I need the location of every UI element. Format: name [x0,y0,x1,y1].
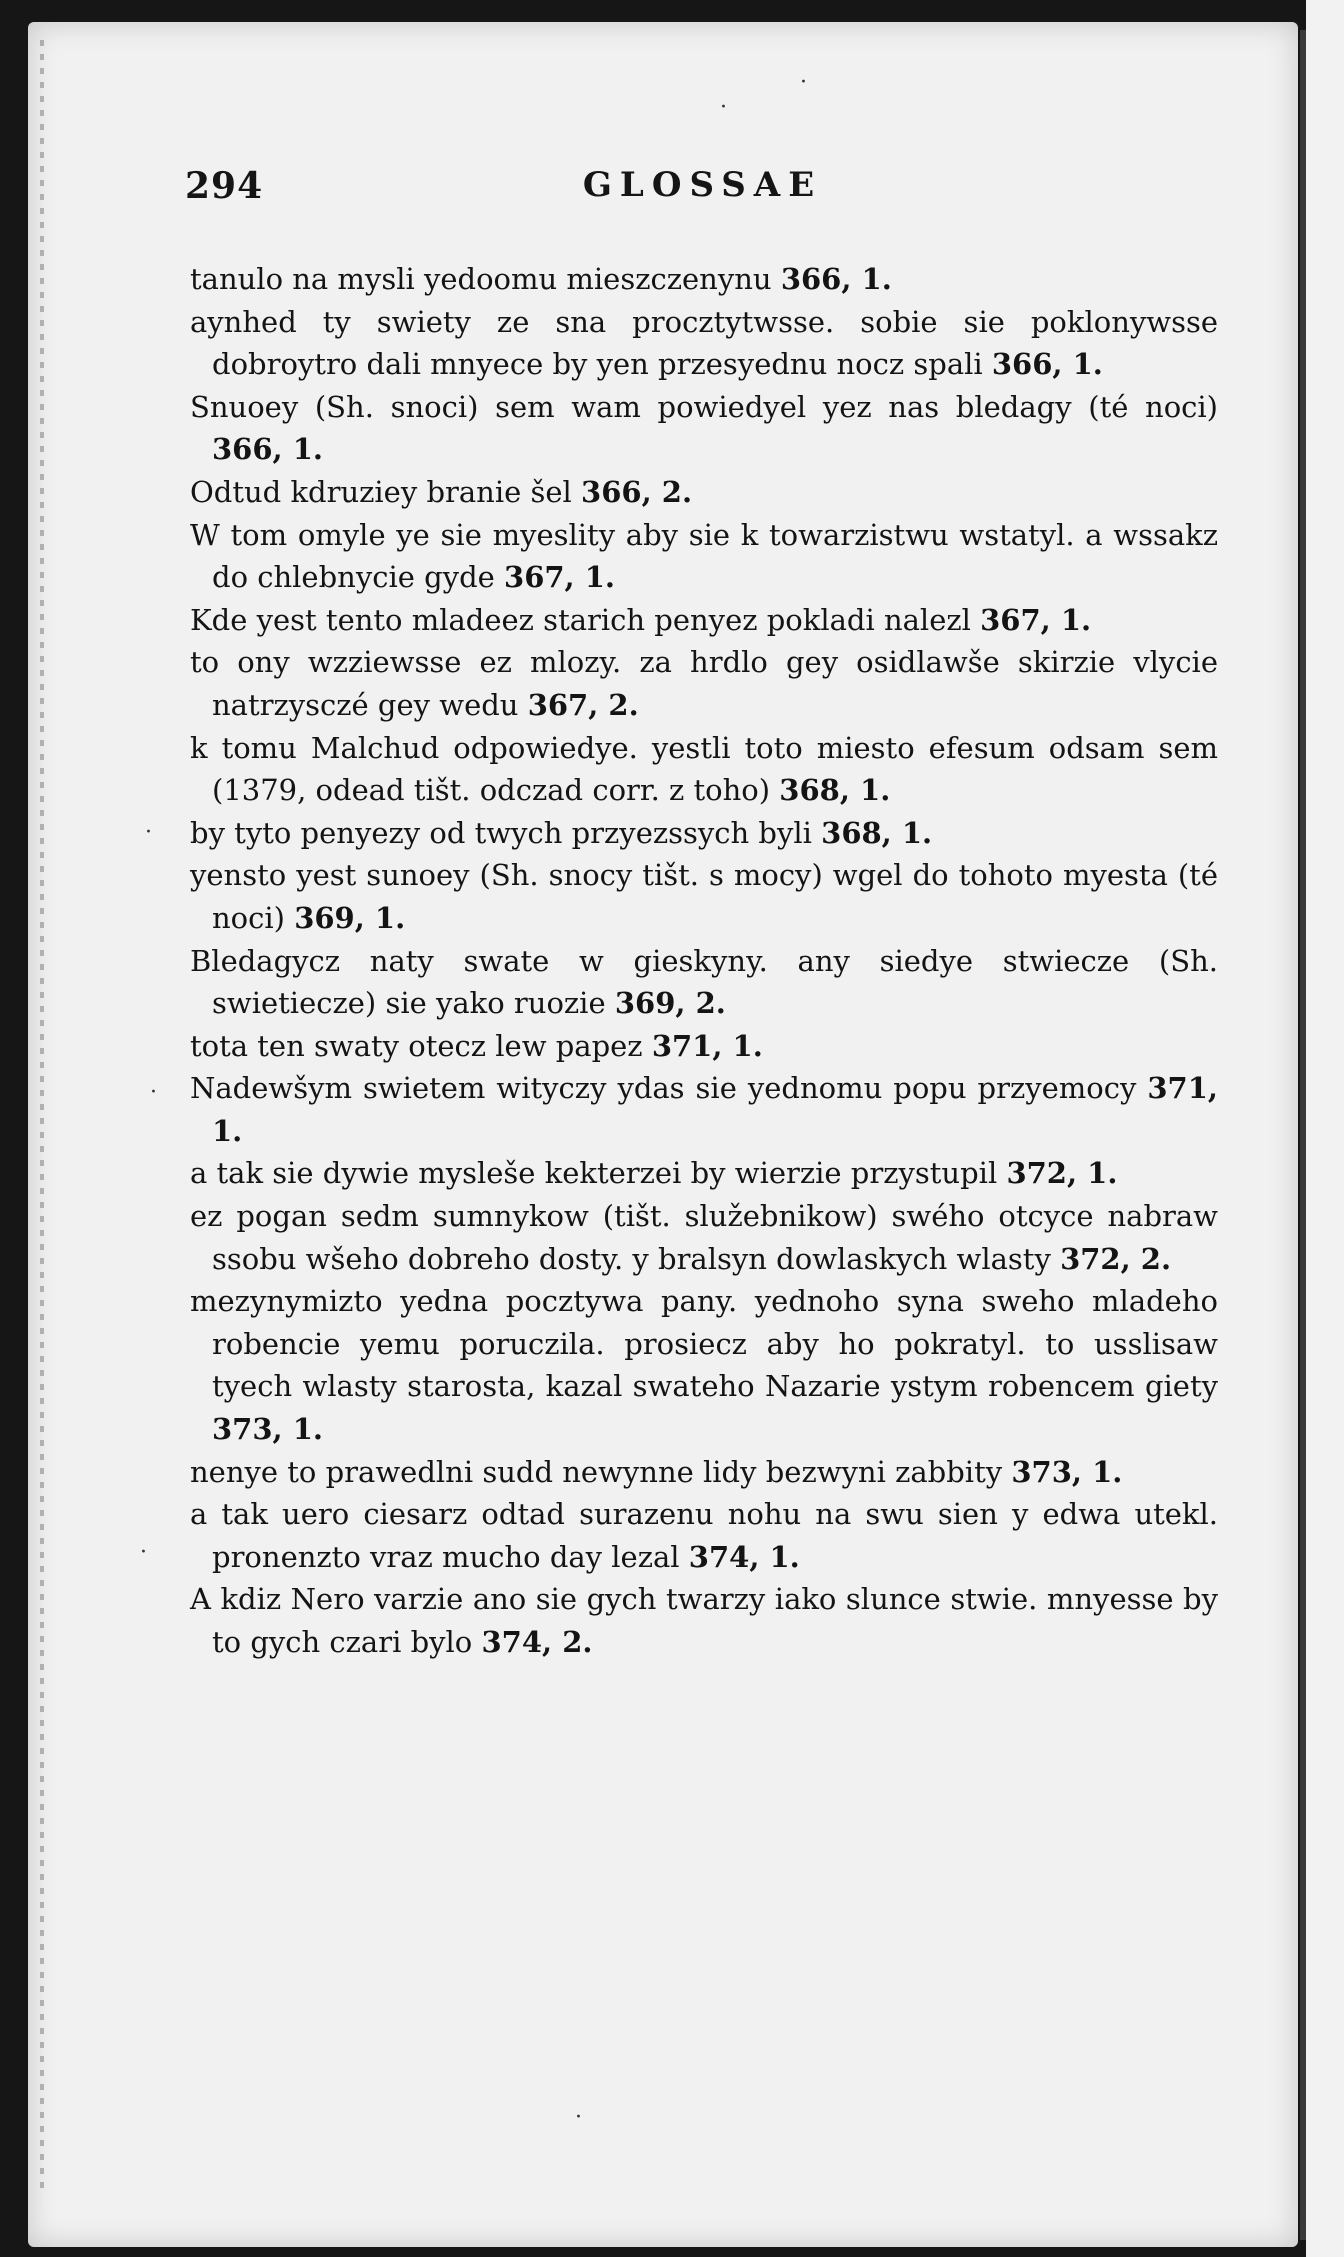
entry-text: tanulo na mysli yedoomu mieszczenynu [190,262,772,296]
entry-reference: 367, 1. [980,602,1092,637]
glossary-entry [190,940,1218,1025]
speck-mark: · [575,2105,582,2130]
glossary-entry [190,1025,1218,1068]
entry-text: Snuoey (Sh. snoci) sem wam powiedyel yez nas bledagy (té noci) [190,389,1218,424]
running-head-title: GLOSSAE [582,165,823,205]
glossary-entry [190,1067,1218,1152]
glossary-entry [190,471,1218,514]
entry-reference: 373, 1. [212,1412,324,1447]
entry-text: ez pogan sedm sumnykow (tišt. služebnikow) swého otcyce nabraw ssobu wšeho dobreho dosty. y bralsyn dowlaskych wlasty [190,1199,1218,1276]
glossary-entry [190,514,1218,599]
entry-text: aynhed ty swiety ze sna procztytwsse. sobie sie poklonywsse dobroytro dali mnyece by yen przesyednu nocz spali [190,304,1218,382]
entry-text: Nadewšym swietem wityczy ydas sie yednomu popu przyemocy [190,1071,1137,1106]
entry-text: a tak sie dywie mysleše kekterzei by wierzie przystupil [190,1156,998,1191]
entry-reference: 368, 1. [779,773,891,808]
entry-reference: 368, 1. [821,815,933,850]
page-edge-binding [40,40,44,2190]
glossary-entry [190,854,1218,939]
entry-reference: 367, 1. [504,560,616,595]
glossary-entry [190,812,1218,855]
entry-reference: 373, 1. [1011,1454,1123,1489]
entry-text: Kde yest tento mladeez starich penyez pokladi nalezl [190,602,971,637]
entry-text: Bledagycz naty swate w gieskyny. any siedye stwiecze (Sh. swietiecze) sie yako ruozie [190,943,1218,1021]
glossary-entry [190,1451,1218,1494]
glossary-entry [190,1493,1218,1578]
entry-reference: 371, 1. [212,1071,1219,1148]
entry-reference: 366, 2. [581,474,693,509]
page-number: 294 [185,165,264,207]
glossary-entry [190,727,1218,812]
entry-reference: 372, 2. [1060,1241,1172,1276]
entry-text: mezynymizto yedna pocztywa pany. yednoho syna sweho mladeho robencie yemu poruczila. prosiecz aby ho pokratyl. to usslisaw tyech wlasty starosta, kazal swateho Nazarie ystym robencem giety [190,1284,1218,1404]
entry-reference: 366, 1. [780,262,892,296]
entry-reference: 374, 1. [688,1539,800,1574]
glossary-entry [190,258,1218,301]
entry-reference: 374, 2. [481,1625,593,1659]
entry-text: k tomu Malchud odpowiedye. yestli toto miesto efesum odsam sem (1379, odead tišt. odczad corr. z toho) [190,730,1218,808]
entry-reference: 366, 1. [212,432,324,467]
entry-text: by tyto penyezy od twych przyezssych byli [190,815,812,850]
glossary-entry [190,301,1218,386]
entry-text: nenye to prawedlni sudd newynne lidy bezwyni zabbity [190,1454,1003,1489]
glossary-entries [190,258,1218,1664]
entry-reference: 369, 2. [614,986,726,1021]
entry-reference: 372, 1. [1006,1156,1118,1191]
entry-reference: 366, 1. [991,347,1103,382]
glossary-entry [190,1195,1218,1280]
glossary-entry [190,1578,1218,1663]
entry-text: a tak uero ciesarz odtad surazenu nohu na swu sien y edwa utekl. pronenzto vraz mucho day lezal [190,1497,1218,1574]
glossary-entry [190,1152,1218,1195]
entry-reference: 369, 1. [294,900,406,935]
entry-text: yensto yest sunoey (Sh. snocy tišt. s mocy) wgel do tohoto myesta (té noci) [190,858,1218,935]
entry-text: to ony wzziewsse ez mlozy. za hrdlo gey osidlawše skirzie vlycie natrzysczé gey wedu [190,645,1218,722]
speck-mark: · [145,820,152,845]
glossary-entry [190,599,1218,642]
entry-reference: 367, 2. [527,687,639,722]
glossary-entry [190,1280,1218,1450]
speck-mark: · [720,95,727,120]
speck-mark: · [800,70,807,95]
entry-text: tota ten swaty otecz lew papez [190,1028,643,1063]
running-head [185,165,1220,215]
entry-text: Odtud kdruziey branie šel [190,474,572,509]
entry-text: W tom omyle ye sie myeslity aby sie k towarzistwu wstatyl. a wssakz do chlebnycie gyde [190,517,1218,595]
speck-mark: · [150,1080,157,1105]
glossary-entry [190,386,1218,471]
entry-text: A kdiz Nero varzie ano sie gych twarzy iako slunce stwie. mnyesse by to gych czari bylo [190,1582,1218,1659]
entry-reference: 371, 1. [651,1028,763,1063]
glossary-entry [190,641,1218,726]
speck-mark: · [140,1540,147,1565]
facing-page-edge [1306,0,1344,2257]
